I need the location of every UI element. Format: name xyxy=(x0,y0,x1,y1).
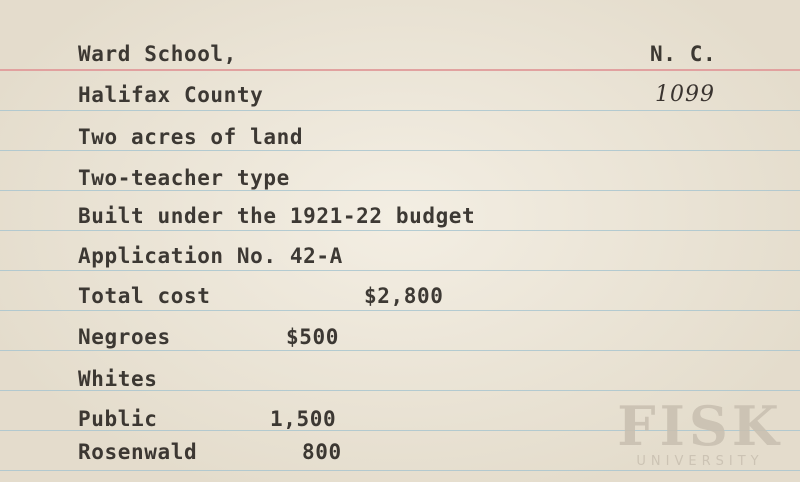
watermark-subtitle: UNIVERSITY xyxy=(636,454,764,469)
county: Halifax County xyxy=(78,83,264,107)
school-name: Ward School, xyxy=(78,42,237,66)
negroes-label: Negroes xyxy=(78,325,171,349)
handwritten-number: 1099 xyxy=(655,82,715,107)
ruled-line xyxy=(0,190,800,191)
ruled-line xyxy=(0,150,800,151)
total-cost-value: $2,800 xyxy=(364,284,444,308)
state-label: N. C. xyxy=(650,42,717,66)
whites-label: Whites xyxy=(78,367,158,391)
ruled-line xyxy=(0,110,800,111)
ruled-line xyxy=(0,310,800,311)
total-cost-label: Total cost xyxy=(78,284,211,308)
application-line: Application No. 42-A xyxy=(78,244,343,268)
negroes-value: $500 xyxy=(286,325,339,349)
ruled-line xyxy=(0,270,800,271)
watermark-word: FISK xyxy=(617,394,783,458)
budget-line: Built under the 1921-22 budget xyxy=(78,204,476,228)
fisk-university-watermark xyxy=(614,394,786,470)
rosenwald-label: Rosenwald xyxy=(78,440,198,464)
type-line: Two-teacher type xyxy=(78,166,290,190)
red-header-rule xyxy=(0,69,800,71)
ruled-line xyxy=(0,350,800,351)
rosenwald-value: 800 xyxy=(302,440,342,464)
ruled-line xyxy=(0,230,800,231)
ruled-line xyxy=(0,470,800,471)
public-label: Public xyxy=(78,407,158,431)
land-line: Two acres of land xyxy=(78,125,304,149)
public-value: 1,500 xyxy=(270,407,337,431)
